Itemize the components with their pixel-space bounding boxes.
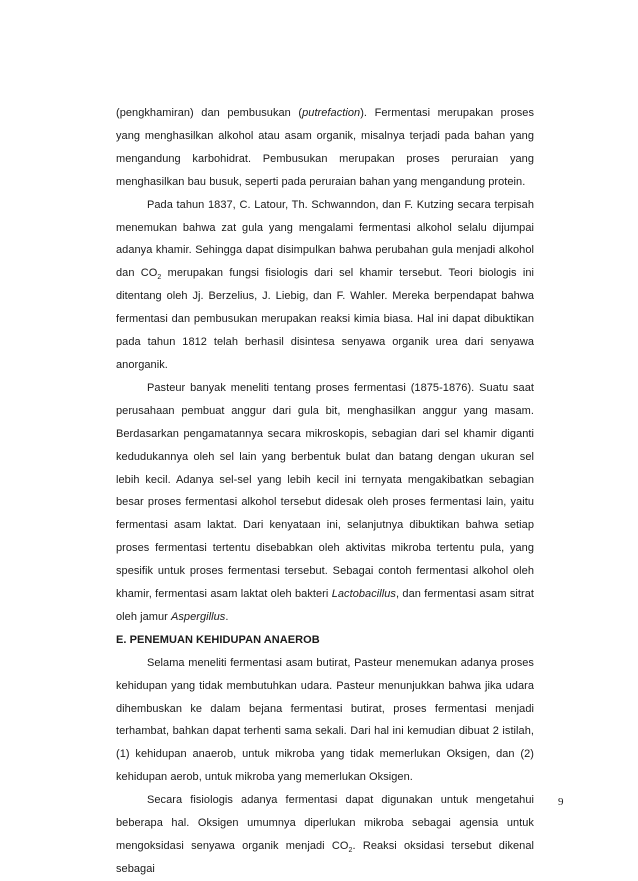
section-heading: E. PENEMUAN KEHIDUPAN ANAEROB [116,633,320,646]
text: . [225,610,229,623]
paragraph-latour-1837 [116,194,534,377]
text: , dan fermentasi asam sitrat oleh jamur [116,588,534,623]
body-text [116,102,534,881]
page-number: 9 [558,796,564,808]
paragraph-anaerob-discovery: Selama meneliti fermentasi asam butirat, Pasteur menemukan adanya proses kehidupan yang tidak membutuhkan udara. Pasteur menunjukkan bahwa jika udara dihembuskan ke dalam bejana fermentasi butirat, proses fermentasi menjadi terhambat, bahkan dapat terhenti sama sekali. Dari hal ini kemudian dibuat 2 istilah, (1) kehidupan anaerob, untuk mikroba yang tidak memerlukan Oksigen, dan (2) kehidupan aerob, untuk mikroba yang memerlukan Oksigen. [116,656,534,784]
text: merupakan fungsi fisiologis dari sel khamir tersebut. Teori biologis ini ditentang oleh Jj. Berzelius, J. Liebig, dan F. Wahler. Mereka berpendapat bahwa fermentasi dan pembusukan merupakan reaksi kimia biasa. Hal ini dapat dibuktikan pada tahun 1812 telah berhasil disintesa senyawa organik urea dari senyawa anorganik. [116,267,534,371]
text: Pasteur banyak meneliti tentang proses fermentasi (1875-1876). Suatu saat perusahaan pembuat anggur dari gula bit, menghasilkan anggur yang masam. Berdasarkan pengamatannya secara mikroskopis, sebagian dari sel khamir diganti kedudukannya oleh sel lain yang berbentuk bulat dan batang dengan ukuran sel lebih kecil. Adanya sel-sel yang lebih kecil ini ternyata mengakibatkan sebagian besar proses fermentasi alkohol tersebut didesak oleh proses fermentasi lain, yaitu fermentasi asam laktat. Dari kenyataan ini, selanjutnya dibuktikan bahwa setiap proses fermentasi tertentu disebabkan oleh aktivitas mikroba tertentu pula, yang spesifik untuk proses fermentasi tersebut. Sebagai contoh fermentasi alkohol oleh khamir, fermentasi asam laktat oleh bakteri [116,381,534,601]
paragraph-pasteur-research [116,377,534,629]
italic-term: Lactobacillus [331,588,396,601]
text: Secara fisiologis adanya fermentasi dapat digunakan untuk mengetahui beberapa hal. Oksigen umumnya diperlukan mikroba sebagai agensia untuk mengoksidasi senyawa organik menjadi CO [116,794,534,852]
italic-term: Aspergillus [170,610,226,623]
text: ). Fermentasi merupakan proses yang menghasilkan alkohol atau asam organik, misalnya terjadi pada bahan yang mengandung karbohidrat. Pembusukan merupakan proses peruraian yang menghasilkan bau busuk, seperti pada peruraian bahan yang mengandung protein. [116,107,534,188]
paragraph-physiology [116,789,534,881]
italic-term: putrefaction [302,107,361,119]
paragraph-fermentation-definition [116,102,534,194]
text: (pengkhamiran) dan pembusukan ( [116,107,303,119]
subscript: 2 [348,847,353,855]
text: . Reaksi oksidasi tersebut dikenal sebagai [116,840,534,875]
text: Pada tahun 1837, C. Latour, Th. Schwanndon, dan F. Kutzing secara terpisah menemukan bahwa zat gula yang mengalami fermentasi alkohol selalu dijumpai adanya khamir. Sehingga dapat disimpulkan bahwa perubahan gula menjadi alkohol dan CO [116,198,534,280]
subscript: 2 [157,274,162,282]
